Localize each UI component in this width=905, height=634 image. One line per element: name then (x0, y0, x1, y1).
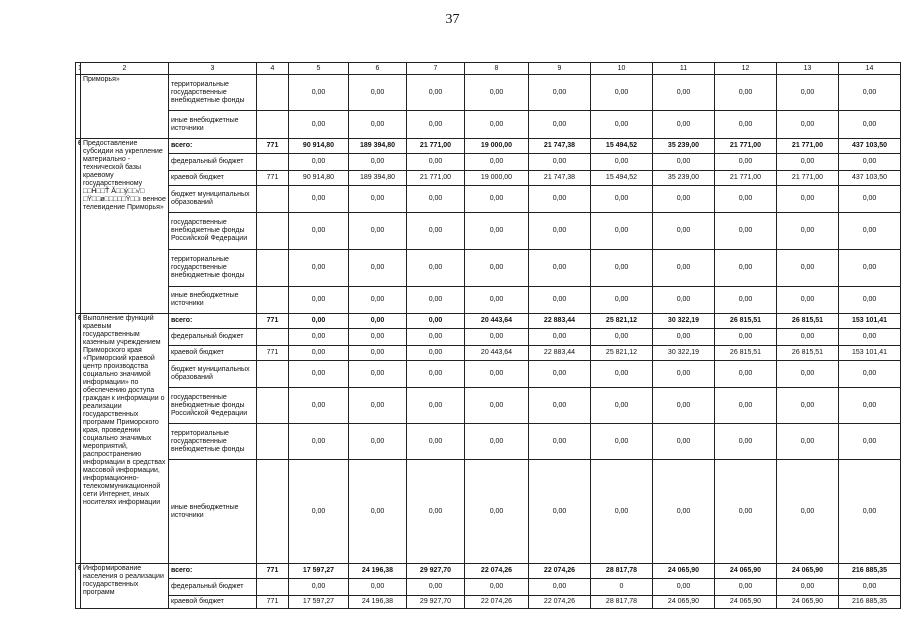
value-cell: 0,00 (839, 579, 901, 596)
value-cell: 24 196,38 (349, 596, 407, 609)
table-row (76, 329, 901, 346)
table-row (76, 424, 901, 460)
value-cell: 90 914,80 (289, 139, 349, 154)
value-cell: 0,00 (529, 287, 591, 314)
value-cell: 19 000,00 (465, 171, 529, 186)
table-row (76, 250, 901, 287)
value-cell: 0,00 (591, 460, 653, 564)
value-cell: 0,00 (407, 75, 465, 111)
value-cell: 21 771,00 (407, 139, 465, 154)
value-cell: 0,00 (591, 329, 653, 346)
table-row (76, 388, 901, 424)
value-cell: 30 322,19 (653, 346, 715, 361)
value-cell: 0,00 (289, 361, 349, 388)
value-cell: 24 196,38 (349, 564, 407, 579)
value-cell: 28 817,78 (591, 596, 653, 609)
section-name: Предоставление субсидии на укрепление материально - технической базы краевому государственному □□Ĥ□□Ť Ă□□ý□□√□ □Ÿ□□ø□□□□□Ÿ□□ı венное телевидение Приморья» (81, 139, 169, 314)
value-cell: 0,00 (839, 329, 901, 346)
value-cell: 0,00 (289, 424, 349, 460)
value-cell: 0,00 (529, 213, 591, 250)
grbs-code (257, 250, 289, 287)
value-cell: 24 065,90 (653, 564, 715, 579)
grbs-code (257, 424, 289, 460)
value-cell: 0,00 (529, 329, 591, 346)
value-cell: 0,00 (289, 213, 349, 250)
table-row (76, 154, 901, 171)
header-cell: 3 (169, 63, 257, 75)
funding-source: бюджет муниципальных образований (169, 186, 257, 213)
table-row (76, 596, 901, 609)
value-cell: 0,00 (591, 361, 653, 388)
value-cell: 0,00 (289, 388, 349, 424)
table-row (76, 346, 901, 361)
value-cell: 0,00 (839, 388, 901, 424)
value-cell: 0,00 (715, 186, 777, 213)
value-cell: 24 065,90 (715, 564, 777, 579)
header-cell: 5 (289, 63, 349, 75)
value-cell: 0,00 (349, 388, 407, 424)
value-cell: 0,00 (653, 75, 715, 111)
section-name: Информирование населения о реализации государственных программ (81, 564, 169, 609)
value-cell: 0,00 (653, 460, 715, 564)
value-cell: 21 771,00 (777, 171, 839, 186)
table-row (76, 171, 901, 186)
value-cell: 29 927,70 (407, 596, 465, 609)
value-cell: 35 239,00 (653, 139, 715, 154)
value-cell: 0,00 (465, 75, 529, 111)
value-cell: 0,00 (777, 287, 839, 314)
grbs-code (257, 329, 289, 346)
value-cell: 0,00 (715, 213, 777, 250)
value-cell: 25 821,12 (591, 346, 653, 361)
value-cell: 0,00 (349, 250, 407, 287)
grbs-code (257, 361, 289, 388)
value-cell: 0,00 (349, 213, 407, 250)
value-cell: 0,00 (349, 424, 407, 460)
value-cell: 0,00 (777, 186, 839, 213)
funding-source: федеральный бюджет (169, 579, 257, 596)
value-cell: 0,00 (653, 186, 715, 213)
value-cell: 0,00 (289, 460, 349, 564)
value-cell: 0,00 (465, 186, 529, 213)
value-cell: 0,00 (407, 213, 465, 250)
value-cell: 0,00 (289, 186, 349, 213)
value-cell: 24 065,90 (653, 596, 715, 609)
grbs-code (257, 579, 289, 596)
value-cell: 0,00 (349, 579, 407, 596)
value-cell: 0,00 (715, 579, 777, 596)
header-cell: 7 (407, 63, 465, 75)
value-cell: 0,00 (653, 111, 715, 139)
funding-source: государственные внебюджетные фонды Российской Федерации (169, 213, 257, 250)
value-cell: 0,00 (529, 154, 591, 171)
value-cell: 153 101,41 (839, 314, 901, 329)
value-cell: 22 074,26 (465, 564, 529, 579)
value-cell: 0,00 (777, 579, 839, 596)
value-cell: 24 065,90 (715, 596, 777, 609)
value-cell: 0,00 (591, 154, 653, 171)
value-cell: 0,00 (715, 111, 777, 139)
value-cell: 0,00 (289, 314, 349, 329)
grbs-code (257, 75, 289, 111)
value-cell: 0,00 (777, 75, 839, 111)
value-cell: 0,00 (465, 250, 529, 287)
value-cell: 0,00 (777, 388, 839, 424)
table-row (76, 287, 901, 314)
grbs-code: 771 (257, 314, 289, 329)
value-cell: 0,00 (591, 186, 653, 213)
value-cell: 0,00 (529, 361, 591, 388)
value-cell: 216 885,35 (839, 564, 901, 579)
value-cell: 0,00 (715, 329, 777, 346)
value-cell: 0,00 (529, 75, 591, 111)
value-cell: 0,00 (715, 361, 777, 388)
value-cell: 0,00 (465, 287, 529, 314)
value-cell: 0,00 (407, 186, 465, 213)
value-cell: 15 494,52 (591, 139, 653, 154)
value-cell: 0,00 (839, 75, 901, 111)
value-cell: 26 815,51 (777, 346, 839, 361)
value-cell: 0,00 (777, 329, 839, 346)
funding-source: иные внебюджетные источники (169, 111, 257, 139)
value-cell: 189 394,80 (349, 139, 407, 154)
value-cell: 0,00 (591, 287, 653, 314)
value-cell: 19 000,00 (465, 139, 529, 154)
funding-source: территориальные государственные внебюджетные фонды (169, 424, 257, 460)
budget-table (75, 62, 901, 609)
section-name: Приморья» (81, 75, 169, 139)
value-cell: 0,00 (591, 111, 653, 139)
value-cell: 0,00 (529, 186, 591, 213)
table-row (76, 564, 901, 579)
value-cell: 29 927,70 (407, 564, 465, 579)
funding-source: бюджет муниципальных образований (169, 361, 257, 388)
grbs-code (257, 213, 289, 250)
value-cell: 0,00 (529, 424, 591, 460)
header-cell: 10 (591, 63, 653, 75)
value-cell: 22 074,26 (465, 596, 529, 609)
value-cell: 0,00 (465, 424, 529, 460)
value-cell: 0,00 (839, 213, 901, 250)
value-cell: 0,00 (465, 111, 529, 139)
value-cell: 30 322,19 (653, 314, 715, 329)
value-cell: 0,00 (289, 111, 349, 139)
header-row (76, 63, 901, 75)
value-cell: 0,00 (529, 250, 591, 287)
value-cell: 0,00 (349, 186, 407, 213)
value-cell: 0,00 (653, 424, 715, 460)
funding-source: всего: (169, 314, 257, 329)
value-cell: 0,00 (591, 424, 653, 460)
value-cell: 0,00 (407, 579, 465, 596)
grbs-code: 771 (257, 171, 289, 186)
header-cell: 14 (839, 63, 901, 75)
table-row (76, 579, 901, 596)
funding-source: территориальные государственные внебюджетные фонды (169, 250, 257, 287)
value-cell: 0,00 (653, 154, 715, 171)
value-cell: 25 821,12 (591, 314, 653, 329)
value-cell: 0,00 (653, 329, 715, 346)
grbs-code: 771 (257, 564, 289, 579)
value-cell: 0,00 (591, 250, 653, 287)
value-cell: 22 074,26 (529, 564, 591, 579)
value-cell: 0,00 (407, 388, 465, 424)
funding-source: краевой бюджет (169, 171, 257, 186)
value-cell: 20 443,64 (465, 314, 529, 329)
value-cell: 0,00 (349, 75, 407, 111)
value-cell: 0,00 (407, 314, 465, 329)
header-cell: 8 (465, 63, 529, 75)
funding-source: иные внебюджетные источники (169, 460, 257, 564)
funding-source: всего: (169, 139, 257, 154)
page-number: 37 (445, 12, 460, 27)
value-cell: 0,00 (715, 75, 777, 111)
value-cell: 0,00 (349, 314, 407, 329)
value-cell: 0 (591, 579, 653, 596)
value-cell: 0,00 (407, 111, 465, 139)
value-cell: 21 747,38 (529, 171, 591, 186)
header-cell: 13 (777, 63, 839, 75)
value-cell: 0,00 (839, 186, 901, 213)
value-cell: 26 815,51 (715, 346, 777, 361)
value-cell: 22 883,44 (529, 346, 591, 361)
table-row (76, 139, 901, 154)
value-cell: 17 597,27 (289, 596, 349, 609)
grbs-code: 771 (257, 596, 289, 609)
value-cell: 15 494,52 (591, 171, 653, 186)
funding-source: федеральный бюджет (169, 329, 257, 346)
value-cell: 216 885,35 (839, 596, 901, 609)
value-cell: 0,00 (715, 388, 777, 424)
section-name: Выполнение функций краевым государственным казенным учреждением Приморского края «Приморский краевой центр производства социально значимой информации» по обеспечению доступа граждан к информации о реализации государственных программ Приморского края, проведении социально значимых мероприятий, распространению информации в средствах массовой информации, информационно-телекоммуникационной сети Интернет, иных носителях информации (81, 314, 169, 564)
value-cell: 0,00 (465, 361, 529, 388)
value-cell: 0,00 (591, 75, 653, 111)
value-cell: 437 103,50 (839, 171, 901, 186)
value-cell: 153 101,41 (839, 346, 901, 361)
value-cell: 0,00 (653, 213, 715, 250)
table-row (76, 361, 901, 388)
value-cell: 0,00 (465, 154, 529, 171)
table-row (76, 213, 901, 250)
table-row (76, 111, 901, 139)
value-cell: 21 771,00 (715, 171, 777, 186)
value-cell: 0,00 (407, 329, 465, 346)
value-cell: 90 914,80 (289, 171, 349, 186)
table-row (76, 460, 901, 564)
value-cell: 0,00 (465, 579, 529, 596)
funding-source: иные внебюджетные источники (169, 287, 257, 314)
value-cell: 0,00 (591, 388, 653, 424)
table-row (76, 186, 901, 213)
grbs-code: 771 (257, 139, 289, 154)
value-cell: 0,00 (289, 329, 349, 346)
value-cell: 0,00 (529, 111, 591, 139)
value-cell: 0,00 (777, 213, 839, 250)
value-cell: 28 817,78 (591, 564, 653, 579)
value-cell: 0,00 (407, 154, 465, 171)
value-cell: 0,00 (715, 424, 777, 460)
value-cell: 0,00 (407, 287, 465, 314)
value-cell: 0,00 (465, 460, 529, 564)
value-cell: 0,00 (839, 111, 901, 139)
value-cell: 0,00 (591, 213, 653, 250)
value-cell: 0,00 (839, 287, 901, 314)
header-cell: 11 (653, 63, 715, 75)
value-cell: 21 747,38 (529, 139, 591, 154)
value-cell: 22 883,44 (529, 314, 591, 329)
value-cell: 0,00 (777, 424, 839, 460)
value-cell: 0,00 (839, 250, 901, 287)
value-cell: 21 771,00 (777, 139, 839, 154)
value-cell: 0,00 (777, 250, 839, 287)
header-cell: 6 (349, 63, 407, 75)
value-cell: 437 103,50 (839, 139, 901, 154)
grbs-code: 771 (257, 346, 289, 361)
value-cell: 0,00 (465, 329, 529, 346)
value-cell: 0,00 (465, 213, 529, 250)
grbs-code (257, 186, 289, 213)
value-cell: 0,00 (289, 75, 349, 111)
header-cell: 2 (81, 63, 169, 75)
value-cell: 0,00 (289, 287, 349, 314)
value-cell: 0,00 (349, 154, 407, 171)
value-cell: 24 065,90 (777, 564, 839, 579)
value-cell: 0,00 (715, 287, 777, 314)
value-cell: 0,00 (653, 361, 715, 388)
value-cell: 0,00 (653, 287, 715, 314)
header-cell: 4 (257, 63, 289, 75)
value-cell: 0,00 (349, 287, 407, 314)
value-cell: 0,00 (777, 154, 839, 171)
value-cell: 0,00 (839, 154, 901, 171)
value-cell: 0,00 (349, 111, 407, 139)
value-cell: 0,00 (653, 250, 715, 287)
funding-source: территориальные государственные внебюджетные фонды (169, 75, 257, 111)
value-cell: 0,00 (289, 250, 349, 287)
value-cell: 26 815,51 (715, 314, 777, 329)
value-cell: 0,00 (839, 460, 901, 564)
header-cell: 9 (529, 63, 591, 75)
value-cell: 0,00 (715, 460, 777, 564)
funding-source: государственные внебюджетные фонды Российской Федерации (169, 388, 257, 424)
value-cell: 0,00 (407, 361, 465, 388)
funding-source: федеральный бюджет (169, 154, 257, 171)
value-cell: 0,00 (407, 250, 465, 287)
value-cell: 20 443,64 (465, 346, 529, 361)
value-cell: 0,00 (349, 329, 407, 346)
value-cell: 0,00 (407, 346, 465, 361)
value-cell: 0,00 (777, 460, 839, 564)
value-cell: 0,00 (289, 579, 349, 596)
value-cell: 21 771,00 (407, 171, 465, 186)
grbs-code (257, 154, 289, 171)
funding-source: всего: (169, 564, 257, 579)
value-cell: 0,00 (407, 460, 465, 564)
value-cell: 189 394,80 (349, 171, 407, 186)
value-cell: 24 065,90 (777, 596, 839, 609)
value-cell: 0,00 (653, 388, 715, 424)
value-cell: 0,00 (529, 579, 591, 596)
value-cell: 0,00 (777, 361, 839, 388)
value-cell: 17 597,27 (289, 564, 349, 579)
header-cell: 12 (715, 63, 777, 75)
value-cell: 0,00 (349, 346, 407, 361)
value-cell: 0,00 (529, 460, 591, 564)
value-cell: 21 771,00 (715, 139, 777, 154)
value-cell: 0,00 (465, 388, 529, 424)
table-row (76, 314, 901, 329)
funding-source: краевой бюджет (169, 346, 257, 361)
value-cell: 0,00 (349, 460, 407, 564)
value-cell: 0,00 (407, 424, 465, 460)
value-cell: 0,00 (839, 424, 901, 460)
value-cell: 0,00 (715, 250, 777, 287)
grbs-code (257, 388, 289, 424)
value-cell: 0,00 (289, 154, 349, 171)
value-cell: 22 074,26 (529, 596, 591, 609)
value-cell: 0,00 (715, 154, 777, 171)
value-cell: 0,00 (839, 361, 901, 388)
table-row (76, 75, 901, 111)
grbs-code (257, 460, 289, 564)
value-cell: 0,00 (529, 388, 591, 424)
grbs-code (257, 111, 289, 139)
grbs-code (257, 287, 289, 314)
value-cell: 35 239,00 (653, 171, 715, 186)
value-cell: 0,00 (349, 361, 407, 388)
funding-source: краевой бюджет (169, 596, 257, 609)
value-cell: 0,00 (289, 346, 349, 361)
value-cell: 26 815,51 (777, 314, 839, 329)
value-cell: 0,00 (777, 111, 839, 139)
value-cell: 0,00 (653, 579, 715, 596)
